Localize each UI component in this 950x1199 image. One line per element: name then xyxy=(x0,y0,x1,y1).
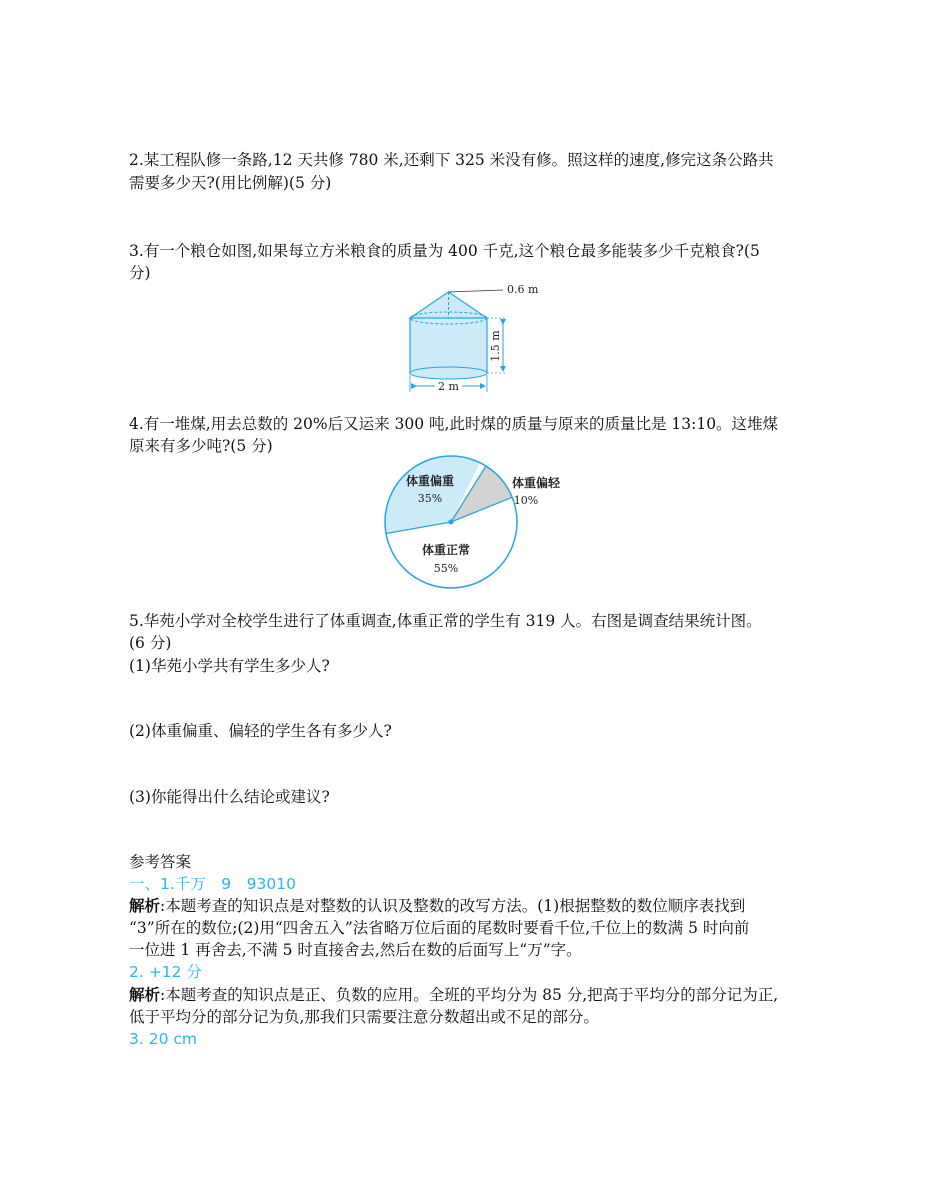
question-5-sub-1: (1)华苑小学共有学生多少人? xyxy=(129,657,330,675)
pie-center-dot xyxy=(449,520,454,525)
question-4-line-2: 原来有多少吨?(5 分) xyxy=(129,437,273,455)
pie-label-normal: 体重正常 xyxy=(421,543,471,557)
cylinder-bottom xyxy=(410,367,487,379)
question-3-line-2: 分) xyxy=(129,264,151,282)
answer-1-analysis-line-2: “3”所在的数位;(2)用“四舍五入”法省略万位后面的尾数时要看千位,千位上的数满 5 时向前 xyxy=(129,919,750,937)
question-5-line-2: (6 分) xyxy=(129,634,172,652)
answer-1-analysis-line-1: 解析:本题考查的知识点是对整数的认识及整数的改写方法。(1)根据整数的数位顺序表找到 xyxy=(129,896,746,915)
pie-label-underweight: 体重偏轻 xyxy=(511,476,561,490)
question-5-sub-2: (2)体重偏重、偏轻的学生各有多少人? xyxy=(129,722,392,740)
weight-pie-chart xyxy=(378,452,578,597)
answers-heading: 参考答案 xyxy=(129,853,192,871)
pie-label-overweight: 体重偏重 xyxy=(405,474,455,488)
pie-value-overweight: 35% xyxy=(417,492,443,505)
answer-3: 3. 20 cm xyxy=(129,1030,197,1048)
pie-value-normal: 55% xyxy=(433,562,459,575)
answer-2: 2. +12 分 xyxy=(129,963,202,981)
question-3-line-1: 3.有一个粮仓如图,如果每立方米粮食的质量为 400 千克,这个粮仓最多能装多少千克粮食?(5 xyxy=(129,242,760,260)
question-2-line-2: 需要多少天?(用比例解)(5 分) xyxy=(129,174,332,192)
answer-1-analysis-line-3: 一位进 1 再舍去,不满 5 时直接舍去,然后在数的后面写上“万”字。 xyxy=(129,941,582,959)
pie-value-underweight: 10% xyxy=(513,494,539,507)
answer-2-analysis-line-2: 低于平均分的部分记为负,那我们只需要注意分数超出或不足的部分。 xyxy=(129,1008,599,1026)
granary-figure xyxy=(395,280,555,398)
cylinder-height-label: 1.5 m xyxy=(489,330,502,362)
analysis-label: 解析 xyxy=(129,985,161,1004)
analysis-label: 解析 xyxy=(129,896,161,915)
question-2-line-1: 2.某工程队修一条路,12 天共修 780 米,还剩下 325 米没有修。照这样的速度,修完这条公路共 xyxy=(129,151,774,169)
answer-2-analysis-line-1: 解析:本题考查的知识点是正、负数的应用。全班的平均分为 85 分,把高于平均分的部分记为正, xyxy=(129,985,779,1004)
answer-1: 一、1.千万 9 93010 xyxy=(129,875,296,893)
question-5-sub-3: (3)你能得出什么结论或建议? xyxy=(129,788,330,806)
cone-height-label: 0.6 m xyxy=(507,283,539,296)
question-5-line-1: 5.华苑小学对全校学生进行了体重调查,体重正常的学生有 319 人。右图是调查结果统计图。 xyxy=(129,612,762,630)
cylinder-body xyxy=(410,318,487,373)
question-4-line-1: 4.有一堆煤,用去总数的 20%后又运来 300 吨,此时煤的质量与原来的质量比是 13:10。这堆煤 xyxy=(129,415,779,433)
diameter-label: 2 m xyxy=(438,380,459,393)
